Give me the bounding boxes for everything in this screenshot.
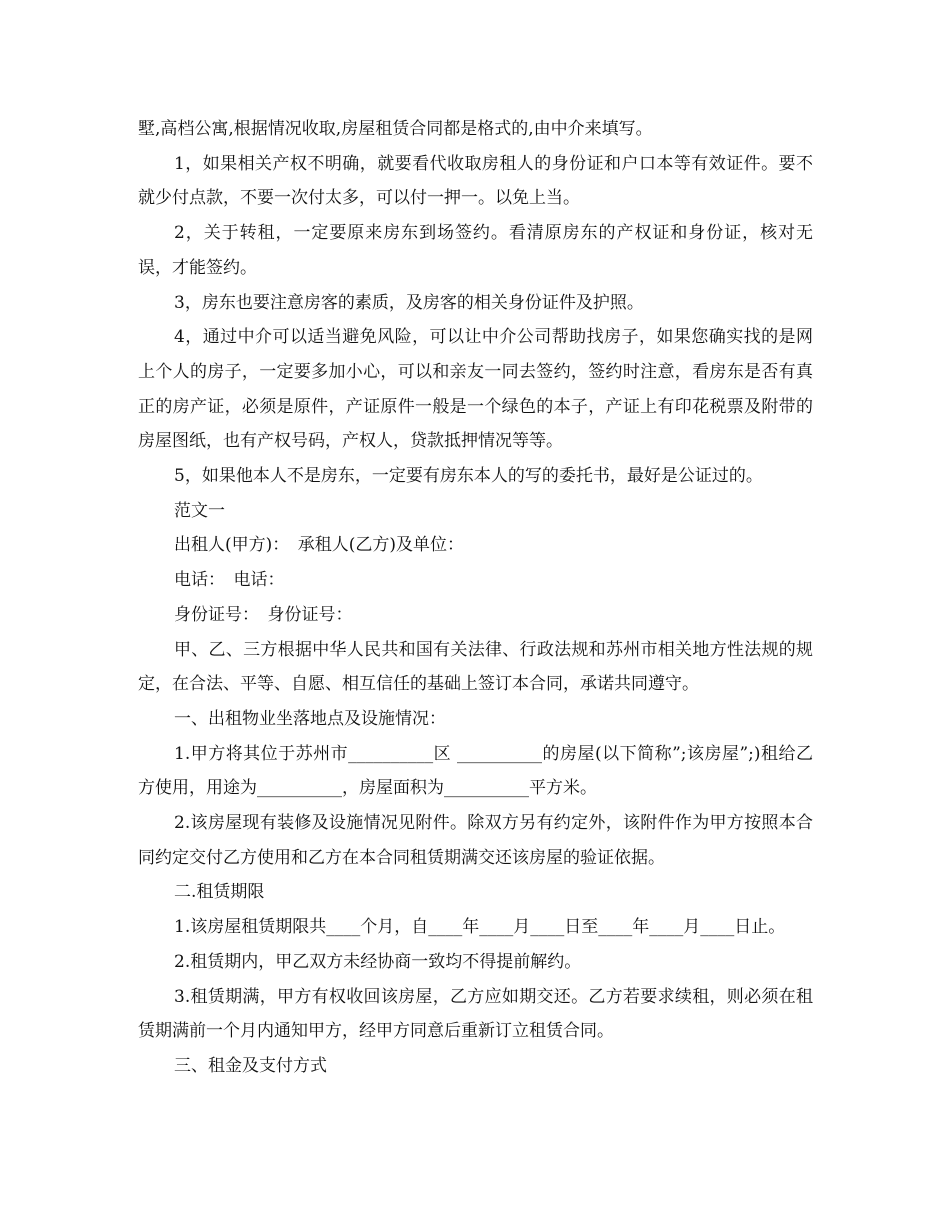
section-label: 范文一: [174, 500, 225, 521]
clause: 3.租赁期满，甲方有权收回该房屋，乙方应如期交还。乙方若要求续租，则必须在租赁期满前一个月内通知甲方，经甲方同意后重新订立租赁合同。: [138, 986, 813, 1042]
paragraph: 1，如果相关产权不明确，就要看代收取房租人的身份证和户口本等有效证件。要不就少付点款，不要一次付太多，可以付一押一。以免上当。: [138, 153, 813, 209]
section-heading: 二.租赁期限: [174, 882, 265, 903]
section-heading: 三、租金及支付方式: [174, 1055, 327, 1076]
form-line-id-number: 身份证号： 身份证号：: [174, 604, 353, 625]
section-heading: 一、出租物业坐落地点及设施情况：: [174, 708, 446, 729]
document-body: [138, 112, 813, 1084]
paragraph: 墅,高档公寓,根据情况收取,房屋租赁合同都是格式的,由中介来填写。: [138, 119, 653, 139]
clause: 1.甲方将其位于苏州市__________区 __________的房屋(以下简称”;该房屋”;)租给乙方使用，用途为__________，房屋面积为__________平方米。: [138, 743, 813, 799]
paragraph: 3，房东也要注意房客的素质，及房客的相关身份证件及护照。: [174, 292, 644, 313]
form-line-parties: 出租人(甲方)： 承租人(乙方)及单位：: [174, 535, 465, 556]
clause: 1.该房屋租赁期限共____个月，自____年____月____日至____年____月____日止。: [174, 917, 786, 938]
clause: 2.租赁期内，甲乙双方未经协商一致均不得提前解约。: [174, 951, 582, 972]
paragraph: 甲、乙、三方根据中华人民共和国有关法律、行政法规和苏州市相关地方性法规的规定，在合法、平等、自愿、相互信任的基础上签订本合同，承诺共同遵守。: [138, 639, 813, 695]
form-line-phone: 电话： 电话：: [174, 570, 285, 591]
paragraph: 4，通过中介可以适当避免风险，可以让中介公司帮助找房子，如果您确实找的是网上个人的房子，一定要多加小心，可以和亲友一同去签约，签约时注意，看房东是否有真正的房产证，必须是原件，产证原件一般是一个绿色的本子，产证上有印花税票及附带的房屋图纸，也有产权号码，产权人，贷款抵押情况等等。: [138, 327, 813, 452]
paragraph: 2，关于转租，一定要原来房东到场签约。看清原房东的产权证和身份证，核对无误，才能签约。: [138, 223, 813, 278]
clause: 2.该房屋现有装修及设施情况见附件。除双方另有约定外，该附件作为甲方按照本合同约定交付乙方使用和乙方在本合同租赁期满交还该房屋的验证依据。: [138, 813, 813, 868]
paragraph: 5，如果他本人不是房东，一定要有房东本人的写的委托书，最好是公证过的。: [174, 466, 763, 487]
